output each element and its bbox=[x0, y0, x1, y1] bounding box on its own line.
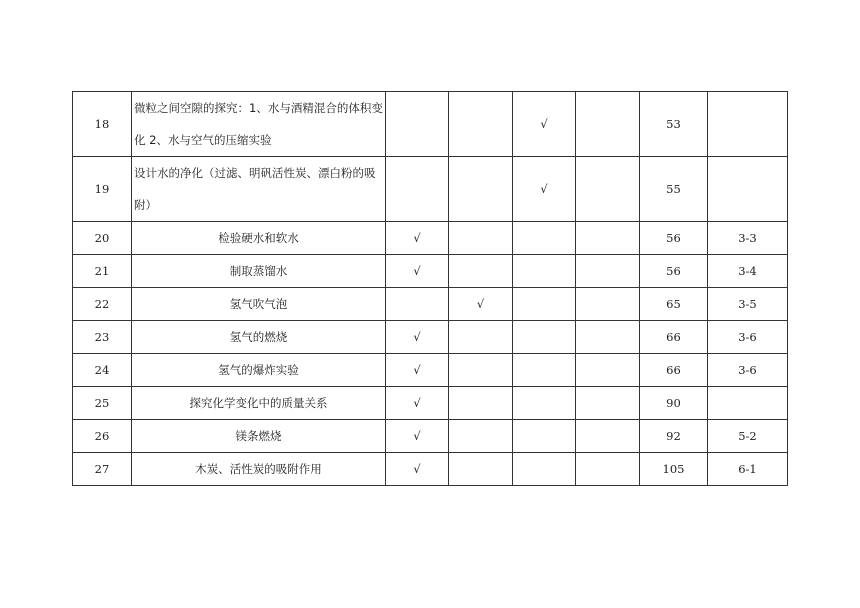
table-row bbox=[73, 157, 788, 222]
checkmark-cell-4 bbox=[576, 255, 640, 288]
checkmark-cell-2: √ bbox=[449, 288, 513, 321]
checkmark-cell-2 bbox=[449, 222, 513, 255]
checkmark-cell-4 bbox=[576, 387, 640, 420]
page-number-cell: 65 bbox=[640, 288, 708, 321]
experiment-number-cell: 27 bbox=[73, 453, 132, 486]
checkmark-cell-1 bbox=[386, 288, 449, 321]
table-row bbox=[73, 387, 788, 420]
checkmark-cell-2 bbox=[449, 157, 513, 222]
checkmark-cell-1: √ bbox=[386, 222, 449, 255]
experiment-number-cell: 26 bbox=[73, 420, 132, 453]
checkmark-cell-4 bbox=[576, 321, 640, 354]
page-number-cell: 66 bbox=[640, 321, 708, 354]
experiment-name-cell: 微粒之间空隙的探究：1、水与酒精混合的体积变化 2、水与空气的压缩实验 bbox=[132, 92, 386, 157]
checkmark-cell-3 bbox=[513, 222, 576, 255]
experiment-table bbox=[72, 91, 788, 486]
experiment-name-cell: 镁条燃烧 bbox=[132, 420, 386, 453]
table-row bbox=[73, 321, 788, 354]
checkmark-cell-4 bbox=[576, 354, 640, 387]
table-row bbox=[73, 354, 788, 387]
experiment-name-cell: 氢气的爆炸实验 bbox=[132, 354, 386, 387]
page-number-cell: 90 bbox=[640, 387, 708, 420]
checkmark-cell-2 bbox=[449, 387, 513, 420]
page-number-cell: 56 bbox=[640, 255, 708, 288]
checkmark-cell-3 bbox=[513, 255, 576, 288]
page-number-cell: 55 bbox=[640, 157, 708, 222]
checkmark-cell-1: √ bbox=[386, 387, 449, 420]
checkmark-cell-4 bbox=[576, 157, 640, 222]
checkmark-cell-3 bbox=[513, 420, 576, 453]
checkmark-cell-3 bbox=[513, 321, 576, 354]
page-number-cell: 92 bbox=[640, 420, 708, 453]
experiment-name-cell: 设计水的净化（过滤、明矾活性炭、漂白粉的吸附） bbox=[132, 157, 386, 222]
figure-ref-cell: 3-3 bbox=[708, 222, 788, 255]
figure-ref-cell: 3-4 bbox=[708, 255, 788, 288]
checkmark-cell-3: √ bbox=[513, 92, 576, 157]
figure-ref-cell: 3-6 bbox=[708, 321, 788, 354]
checkmark-cell-3 bbox=[513, 453, 576, 486]
experiment-number-cell: 24 bbox=[73, 354, 132, 387]
experiment-number-cell: 21 bbox=[73, 255, 132, 288]
checkmark-cell-4 bbox=[576, 92, 640, 157]
checkmark-cell-2 bbox=[449, 321, 513, 354]
table-row bbox=[73, 92, 788, 157]
experiment-number-cell: 23 bbox=[73, 321, 132, 354]
checkmark-cell-1: √ bbox=[386, 321, 449, 354]
experiment-number-cell: 20 bbox=[73, 222, 132, 255]
experiment-number-cell: 22 bbox=[73, 288, 132, 321]
figure-ref-cell bbox=[708, 387, 788, 420]
checkmark-cell-1: √ bbox=[386, 420, 449, 453]
experiment-table-body bbox=[73, 92, 788, 486]
page-number-cell: 56 bbox=[640, 222, 708, 255]
experiment-name-cell: 氢气的燃烧 bbox=[132, 321, 386, 354]
checkmark-cell-1 bbox=[386, 157, 449, 222]
figure-ref-cell bbox=[708, 92, 788, 157]
experiment-name-cell: 氢气吹气泡 bbox=[132, 288, 386, 321]
checkmark-cell-3 bbox=[513, 354, 576, 387]
figure-ref-cell bbox=[708, 157, 788, 222]
experiment-number-cell: 25 bbox=[73, 387, 132, 420]
experiment-name-cell: 探究化学变化中的质量关系 bbox=[132, 387, 386, 420]
experiment-number-cell: 19 bbox=[73, 157, 132, 222]
checkmark-cell-1 bbox=[386, 92, 449, 157]
table-row bbox=[73, 453, 788, 486]
table-row bbox=[73, 222, 788, 255]
figure-ref-cell: 6-1 bbox=[708, 453, 788, 486]
experiment-number-cell: 18 bbox=[73, 92, 132, 157]
page-number-cell: 53 bbox=[640, 92, 708, 157]
checkmark-cell-2 bbox=[449, 453, 513, 486]
experiment-name-cell: 制取蒸馏水 bbox=[132, 255, 386, 288]
checkmark-cell-4 bbox=[576, 288, 640, 321]
checkmark-cell-2 bbox=[449, 255, 513, 288]
checkmark-cell-3 bbox=[513, 387, 576, 420]
table-row bbox=[73, 288, 788, 321]
checkmark-cell-2 bbox=[449, 92, 513, 157]
checkmark-cell-2 bbox=[449, 420, 513, 453]
checkmark-cell-2 bbox=[449, 354, 513, 387]
checkmark-cell-1: √ bbox=[386, 255, 449, 288]
checkmark-cell-4 bbox=[576, 453, 640, 486]
checkmark-cell-3: √ bbox=[513, 157, 576, 222]
experiment-name-cell: 木炭、活性炭的吸附作用 bbox=[132, 453, 386, 486]
checkmark-cell-4 bbox=[576, 420, 640, 453]
table-row bbox=[73, 420, 788, 453]
figure-ref-cell: 5-2 bbox=[708, 420, 788, 453]
page-number-cell: 66 bbox=[640, 354, 708, 387]
table-row bbox=[73, 255, 788, 288]
checkmark-cell-1: √ bbox=[386, 453, 449, 486]
experiment-name-cell: 检验硬水和软水 bbox=[132, 222, 386, 255]
page-number-cell: 105 bbox=[640, 453, 708, 486]
figure-ref-cell: 3-5 bbox=[708, 288, 788, 321]
checkmark-cell-1: √ bbox=[386, 354, 449, 387]
checkmark-cell-3 bbox=[513, 288, 576, 321]
figure-ref-cell: 3-6 bbox=[708, 354, 788, 387]
checkmark-cell-4 bbox=[576, 222, 640, 255]
